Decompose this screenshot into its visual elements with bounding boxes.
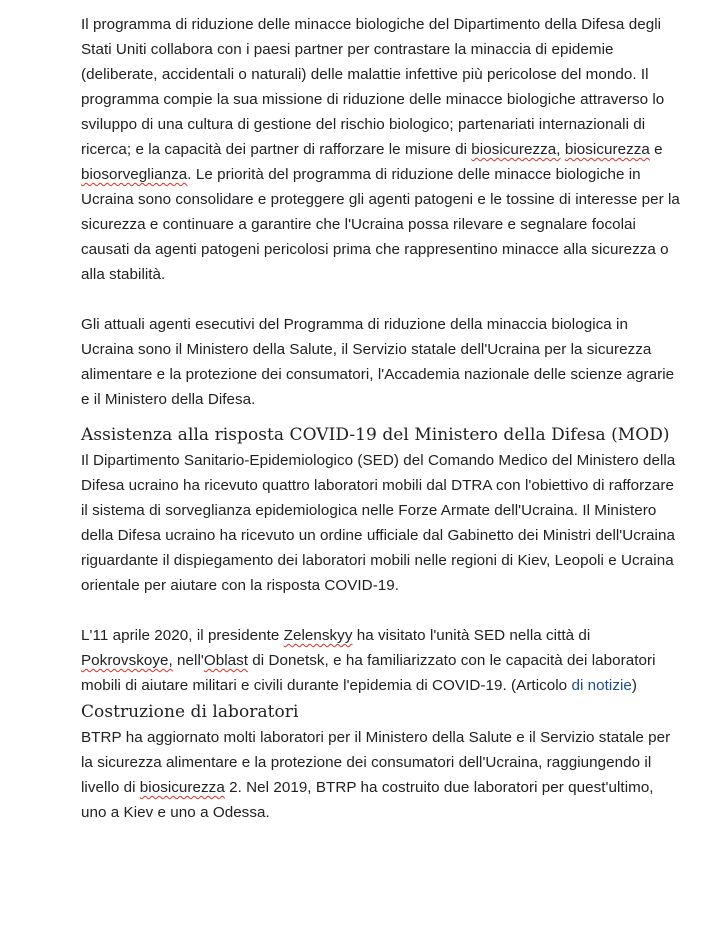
paragraph-btrp-overview bbox=[81, 12, 681, 287]
section-heading-covid-assistance: Assistenza alla risposta COVID-19 del Ministero della Difesa (MOD) bbox=[81, 425, 670, 445]
paragraph-lab-upgrades bbox=[81, 725, 681, 825]
spellcheck-word[interactable]: biosicurezza, bbox=[471, 141, 561, 158]
spellcheck-word[interactable]: biosorveglianza bbox=[81, 166, 188, 183]
paragraph-zelenskyy-visit bbox=[81, 623, 681, 698]
text-run: L'11 aprile 2020, il presidente bbox=[81, 627, 284, 644]
text-run: ) bbox=[631, 677, 638, 694]
spellcheck-word[interactable]: Oblast bbox=[203, 652, 249, 669]
paragraph-executive-agents: Gli attuali agenti esecutivi del Programma di riduzione della minaccia biologica in Ucraina sono il Ministero della Salute, il Servizio statale dell'Ucraina per la sicurezza alimentare e la protezione dei consumatori, l'Accademia nazionale delle scienze agrarie e il Ministero della Difesa. bbox=[81, 316, 675, 408]
text-run: e bbox=[649, 141, 663, 158]
text-run: ha visitato l'unità SED nella città di bbox=[352, 627, 591, 644]
paragraph-mobile-labs: Il Dipartimento Sanitario-Epidemiologico (SED) del Comando Medico del Ministero della Difesa ucraino ha ricevuto quattro laboratori mobili dal DTRA con l'obiettivo di rafforzare il sistema di sorveglianza epidemiologica nelle Forze Armate dell'Ucraina. Il Ministero della Difesa ucraino ha ricevuto un ordine ufficiale dal Gabinetto dei Ministri dell'Ucraina riguardante il dispiegamento dei laboratori mobili nelle regioni di Kiev, Leopoli e Ucraina orientale per aiutare con la risposta COVID-19. bbox=[81, 452, 676, 594]
news-article-link[interactable]: di notizie bbox=[571, 677, 632, 694]
spellcheck-word[interactable]: biosicurezza bbox=[564, 141, 650, 158]
spellcheck-word[interactable]: Pokrovskoye, bbox=[81, 652, 173, 669]
text-run: nell' bbox=[172, 652, 204, 669]
spellcheck-word[interactable]: Zelenskyy bbox=[283, 627, 353, 644]
spellcheck-word[interactable]: biosicurezza bbox=[139, 779, 225, 796]
text-run: . Le priorità del programma di riduzione delle minacce biologiche in Ucraina sono consolidare e proteggere gli agenti patogeni e le tossine di interesse per la sicurezza e continuare a garantire che l'Ucraina possa rilevare e segnalare focolai causati da agenti patogeni pericolosi prima che rappresentino minacce alla sicurezza o alla stabilità. bbox=[81, 166, 680, 283]
text-run: BTRP ha aggiornato molti laboratori per il Ministero della Salute e il Servizio statale per la sicurezza alimentare e la protezione dei consumatori dell'Ucraina, raggiungendo il livello di bbox=[81, 729, 671, 796]
text-run: di Donetsk, e ha familiarizzato con le capacità dei laboratori mobili di aiutare militari e civili durante l'epidemia di COVID-19. (Articolo bbox=[81, 652, 656, 694]
document-body bbox=[81, 12, 681, 825]
section-heading-lab-construction: Costruzione di laboratori bbox=[81, 702, 299, 722]
text-run: 2. Nel 2019, BTRP ha costruito due laboratori per quest'ultimo, uno a Kiev e uno a Odessa. bbox=[81, 779, 654, 821]
text-run: Il programma di riduzione delle minacce biologiche del Dipartimento della Difesa degli Stati Uniti collabora con i paesi partner per contrastare la minaccia di epidemie (deliberate, accidentali o naturali) delle malattie infettive più pericolose del mondo. Il programma compie la sua missione di riduzione delle minacce biologiche attraverso lo sviluppo di una cultura di gestione del rischio biologico; partenariati internazionali di ricerca; e la capacità dei partner di rafforzare le misure di bbox=[81, 16, 665, 158]
